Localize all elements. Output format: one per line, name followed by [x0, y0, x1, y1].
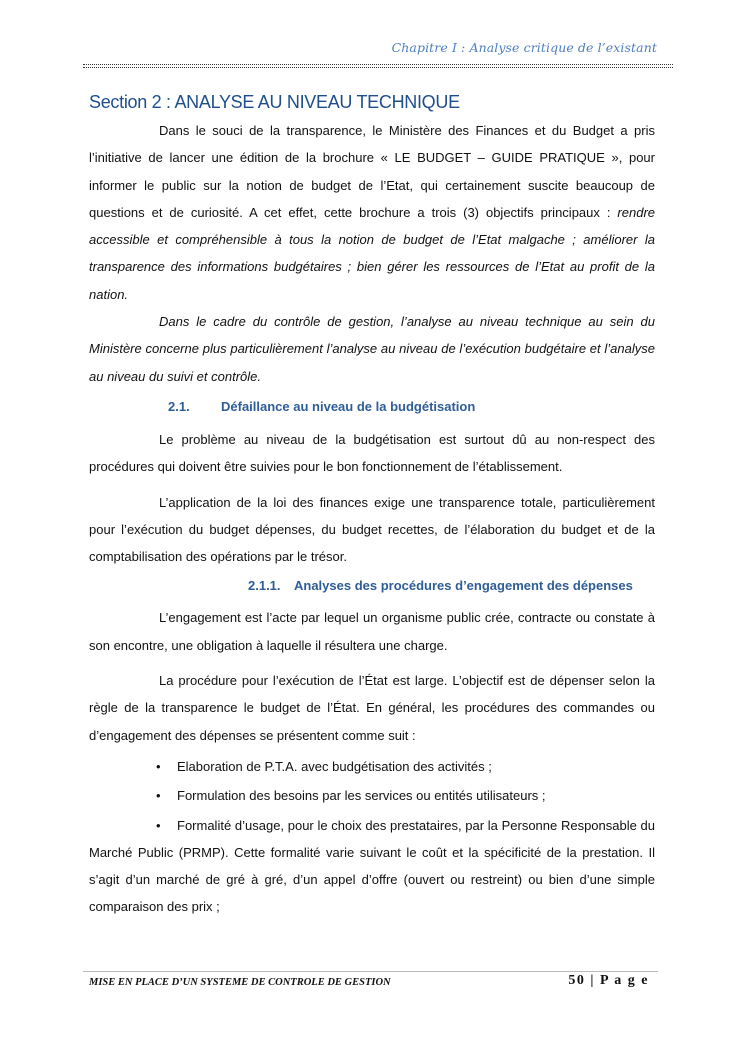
- subsection-heading: [89, 397, 655, 417]
- procedure-list: [89, 753, 655, 921]
- subsubsection-title: Analyses des procédures d’engagement des dépenses: [294, 578, 633, 594]
- running-header: Chapitre I : Analyse critique de l’existant: [391, 40, 657, 55]
- bullet-icon: •: [156, 788, 161, 804]
- section-title: Section 2 : ANALYSE AU NIVEAU TECHNIQUE: [89, 92, 460, 112]
- list-item: [89, 812, 655, 921]
- list-item: [89, 782, 655, 809]
- page-body: [89, 86, 655, 921]
- bullet-icon: •: [156, 817, 161, 833]
- paragraph-procedure: La procédure pour l’exécution de l’État est large. L’objectif est de dépenser selon la règle de la transparence le budget de l’État. En général, les procédures des commandes ou d’engagement des dépenses se présentent comme suit :: [89, 673, 655, 743]
- list-item-text: Formulation des besoins par les services ou entités utilisateurs ;: [177, 788, 546, 804]
- subsection-title: Défaillance au niveau de la budgétisation: [221, 398, 476, 414]
- page-number: [568, 973, 649, 989]
- footer-divider: [83, 971, 658, 972]
- page-number-separator: |: [590, 973, 595, 988]
- paragraph-context: [89, 308, 655, 390]
- paragraph-finance-law: L’application de la loi des finances exige une transparence totale, particulièrement pour l’exécution du budget dépenses, du budget recettes, de l’élaboration du budget et de la comptabilisation des opérations par le trésor.: [89, 494, 655, 565]
- list-item-text: Elaboration de P.T.A. avec budgétisation des activités ;: [177, 758, 492, 774]
- bullet-icon: •: [156, 758, 161, 774]
- paragraph-gap: [89, 481, 655, 489]
- footer-title: MISE EN PLACE D’UN SYSTEME DE CONTROLE DE GESTION: [89, 977, 391, 988]
- header-divider-secondary: [83, 67, 673, 68]
- subsubsection-number: 2.1.1.: [248, 578, 281, 594]
- paragraph-budgeting-problem: Le problème au niveau de la budgétisation est surtout dû au non-respect des procédures qui doivent être suivies pour le bon fonctionnement de l’établissement.: [89, 431, 655, 475]
- paragraph-gap: [89, 659, 655, 667]
- page-label: P a g e: [600, 973, 649, 988]
- paragraph-engagement-definition: L’engagement est l’acte par lequel un organisme public crée, contracte ou constate à son encontre, une obligation à laquelle il résultera une charge.: [89, 610, 655, 653]
- subsubsection-heading: [89, 576, 655, 596]
- list-item-text: Formalité d’usage, pour le choix des prestataires, par la Personne Responsable du Marché Public (PRMP). Cette formalité varie suivant le coût et la spécificité de la prestation. Il s’agit d’un marché de gré à gré, d’un appel d’offre (ouvert ou restreint) ou bien d’une simple comparaison des prix ;: [89, 817, 655, 915]
- header-divider: [83, 64, 673, 65]
- paragraph-intro-text: Dans le souci de la transparence, le Ministère des Finances et du Budget a pris l’initiative de lancer une édition de la brochure « LE BUDGET – GUIDE PRATIQUE », pour informer le public sur la notion de budget de l’Etat, qui certainement suscite beaucoup de questions et de curiosité. A cet effet, cette brochure a trois (3) objectifs principaux :: [89, 123, 655, 220]
- paragraph-intro: [89, 117, 655, 308]
- paragraph-intro-objectives: rendre accessible et compréhensible à tous la notion de budget de l’Etat malgache ; améliorer la transparence des informations budgétaires ; bien gérer les ressources de l’Etat au profit de la nation.: [89, 204, 655, 302]
- list-item: [89, 753, 655, 780]
- paragraph-context-text: Dans le cadre du contrôle de gestion, l’analyse au niveau technique au sein du Ministère concerne plus particulièrement l’analyse au niveau de l’exécution budgétaire et l’analyse au niveau du suivi et contrôle.: [89, 314, 655, 384]
- subsection-number: 2.1.: [168, 398, 190, 414]
- page-number-value: 50: [568, 973, 586, 988]
